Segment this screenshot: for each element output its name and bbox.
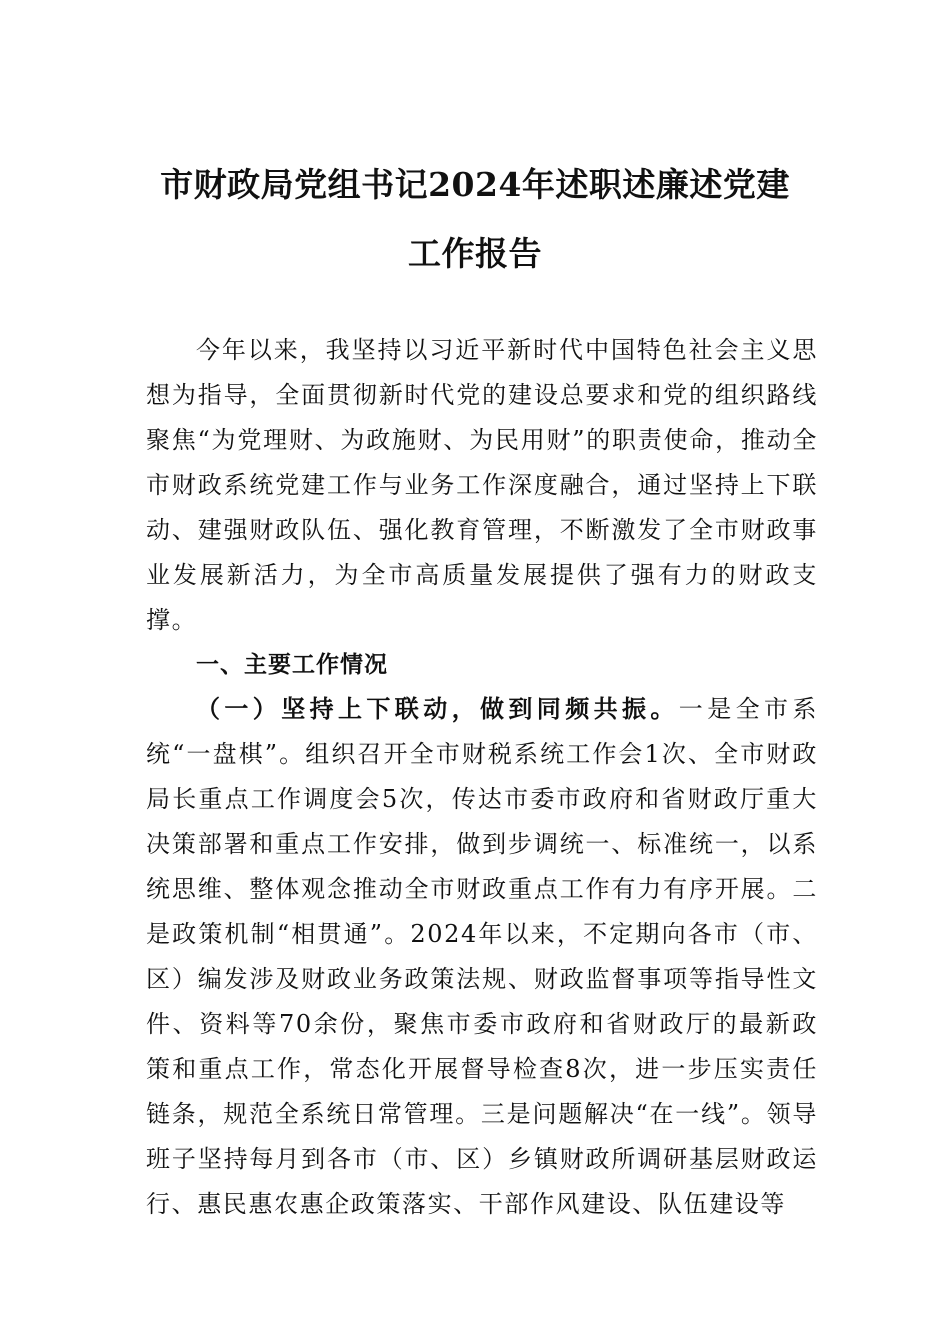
section-heading: 一、主要工作情况 bbox=[196, 652, 388, 678]
document-title-line-2: 工作报告 bbox=[408, 234, 542, 273]
intro-paragraph: 今年以来，我坚持以习近平新时代中国特色社会主义思想为指导，全面贯彻新时代党的建设总要求和党的组织路线聚焦“为党理财、为政施财、为民用财”的职责使命，推动全市财政系统党建工作与业务工作深度融合，通过坚持上下联动、建强财政队伍、强化教育管理，不断激发了全市财政事业发展新活力，为全市高质量发展提供了强有力的财政支撑。 bbox=[146, 336, 818, 634]
subsection-paragraph bbox=[146, 686, 818, 1227]
document-title-line-1: 市财政局党组书记2024年述职述廉述党建 bbox=[160, 165, 790, 204]
subsection-lead: （一）坚持上下联动，做到同频共振。 bbox=[196, 694, 679, 723]
subsection-body: 一是全市系统“一盘棋”。组织召开全市财税系统工作会1次、全市财政局长重点工作调度会5次，传达市委市政府和省财政厅重大决策部署和重点工作安排，做到步调统一、标准统一，以系统思维、整体观念推动全市财政重点工作有力有序开展。二是政策机制“相贯通”。2024年以来，不定期向各市（市、区）编发涉及财政业务政策法规、财政监督事项等指导性文件、资料等70余份，聚焦市委市政府和省财政厅的最新政策和重点工作，常态化开展督导检查8次，进一步压实责任链条，规范全系统日常管理。三是问题解决“在一线”。领导班子坚持每月到各市（市、区）乡镇财政所调研基层财政运行、惠民惠农惠企政策落实、干部作风建设、队伍建设等 bbox=[146, 695, 818, 1218]
